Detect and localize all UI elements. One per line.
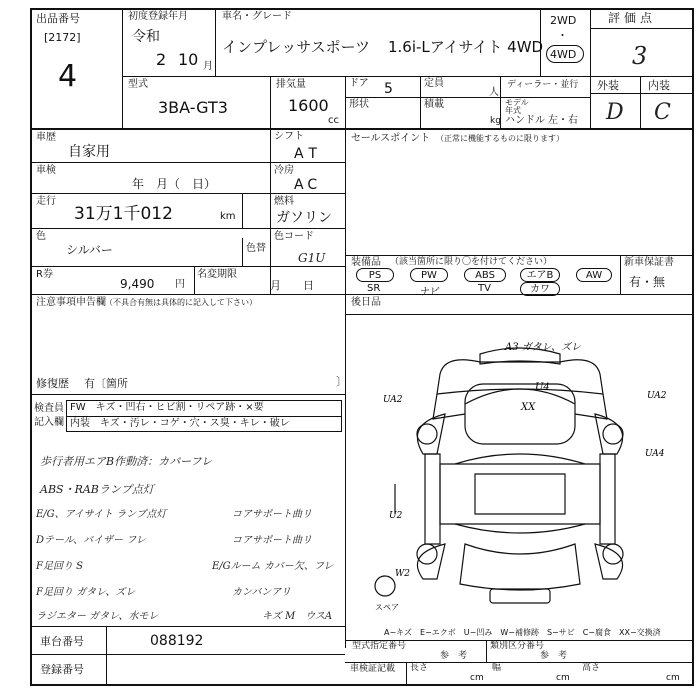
cc-unit: cc <box>328 115 339 126</box>
repair-value: 有〔箇所 <box>84 377 128 390</box>
height-label: 高さ <box>582 663 601 673</box>
fuel-label: 燃料 <box>274 196 294 207</box>
note-line-7b: キズ M ウスA <box>262 611 333 622</box>
inspector-row-2: 内装 キズ・汚レ・コゲ・穴・ス臭・キレ・破レ <box>70 418 290 429</box>
reg-year: 2 <box>156 50 167 69</box>
equip-abs: ABS <box>464 268 506 282</box>
note-line-5: F足回り S <box>36 561 83 572</box>
notes-label: 注意事項申告欄 <box>36 297 106 308</box>
inspection-value: 年 月（ 日） <box>132 177 217 191</box>
car-diagram <box>345 314 692 640</box>
equip-pw: PW <box>410 268 448 282</box>
lot-label: 出品番号 <box>36 12 80 25</box>
equip-sub: （該当箇所に限り〇を付けてください） <box>390 257 553 267</box>
doors-value: 5 <box>384 81 393 97</box>
width-label: 幅 <box>492 663 502 673</box>
equip-navi: ナビ <box>420 287 440 298</box>
lot-number: [2172] <box>44 31 81 44</box>
note-line-3: E/G、アイサイト ランプ点灯 <box>36 509 167 520</box>
drive-4wd: 4WD <box>550 48 577 61</box>
shift-value: AT <box>294 146 324 162</box>
equip-airbag: エアB <box>520 268 560 282</box>
equip-label: 装備品 <box>351 257 381 268</box>
mileage-value: 31万1千012 <box>74 204 173 224</box>
repair-label: 修復歴 <box>36 377 69 390</box>
color-label: 色 <box>36 231 46 242</box>
doors-label: ドア <box>349 78 369 89</box>
displacement-value: 1600 <box>288 96 329 115</box>
inspector-row-1: FW キズ・凹右・ヒビ割・リペア跡・×要 <box>70 402 264 413</box>
shift-label: シフト <box>274 131 304 142</box>
color-change-label: 色替 <box>246 243 266 254</box>
score-value: 3 <box>632 42 648 70</box>
warranty-value: 有・無 <box>629 275 666 289</box>
model-year-label: モデル年式 <box>505 98 529 115</box>
width-unit: cm <box>556 673 570 683</box>
color-code-label: 色コード <box>274 231 314 242</box>
title-change-value: 月 日 <box>270 279 314 292</box>
month-unit: 月 <box>203 61 213 72</box>
displacement-label: 排気量 <box>276 79 306 90</box>
note-line-7: ラジエター ガタレ、水モレ <box>36 611 159 622</box>
height-unit: cm <box>666 673 680 683</box>
ac-label: 冷房 <box>274 165 294 176</box>
fuel-value: ガソリン <box>276 210 332 226</box>
diagram-u4: U4 <box>535 382 550 393</box>
equip-aw: AW <box>576 268 612 282</box>
type-cert-ref: 参 考 <box>440 651 468 661</box>
recycle-value: 9,490 <box>120 277 155 291</box>
chassis-label: 車台番号 <box>40 635 84 648</box>
diagram-u2: U2 <box>389 511 403 521</box>
note-line-4: Dテール、バイザー フレ <box>36 535 146 546</box>
after-label: 後日品 <box>351 297 381 308</box>
shape-label: 形状 <box>349 99 369 110</box>
diagram-w2: W2 <box>395 569 410 579</box>
score-label: 評価点 <box>608 11 657 25</box>
equip-sr: SR <box>367 283 381 294</box>
sales-point-sub: （正常に機能するものに限ります） <box>436 134 564 143</box>
ac-value: AC <box>294 177 322 193</box>
title-change-label: 名変期限 <box>197 269 237 280</box>
length-label: 長さ <box>410 663 429 673</box>
model-value: 3BA-GT3 <box>158 98 228 117</box>
recycle-label: R券 <box>36 269 53 280</box>
interior-label: 内装 <box>648 79 670 92</box>
diagram-ua2-right: UA2 <box>647 391 667 401</box>
car-name: インプレッサスポーツ <box>222 38 371 56</box>
diagram-note-top: A3 ガタレ、ズレ <box>505 342 581 353</box>
drive-2wd: 2WD <box>550 14 577 27</box>
note-line-6: F足回り ガタレ、ズレ <box>36 587 136 598</box>
equip-tv: TV <box>478 283 491 294</box>
warranty-label: 新車保証書 <box>624 257 674 268</box>
recycle-unit: 円 <box>175 279 185 290</box>
exterior-grade: D <box>606 100 624 125</box>
reg-dims-label: 車検証記載 <box>350 664 396 674</box>
lot-big-number: 4 <box>58 59 78 94</box>
equip-ps: PS <box>356 268 394 282</box>
model-label: 型式 <box>128 79 148 90</box>
note-line-4b: コアサポート曲リ <box>232 535 312 546</box>
history-value: 自家用 <box>68 144 110 160</box>
capacity-unit: 人 <box>489 87 499 98</box>
inspection-label: 車検 <box>36 165 56 176</box>
mileage-unit: km <box>220 211 236 222</box>
type-cert-label: 型式指定番号 <box>352 641 407 651</box>
class-label: 類別区分番号 <box>490 641 545 651</box>
sales-point-label: セールスポイント <box>351 133 431 144</box>
first-reg-label: 初度登録年月 <box>128 11 188 22</box>
diagram-xx: XX <box>521 402 536 413</box>
dealer-label: ディーラー・並行 <box>507 80 579 90</box>
class-ref: 参 考 <box>540 651 568 661</box>
repair-close: 〕 <box>336 375 347 388</box>
exterior-label: 外装 <box>597 79 619 92</box>
note-line-2: ABS・RABランプ点灯 <box>40 483 154 496</box>
drive-dot: ・ <box>557 29 568 42</box>
length-unit: cm <box>470 673 484 683</box>
mileage-label: 走行 <box>36 196 56 207</box>
notes-sub: （不具合有無は具体的に記入して下さい） <box>105 298 257 307</box>
capacity-label: 定員 <box>424 78 444 89</box>
load-label: 積載 <box>424 99 444 110</box>
inspector-label-2: 記入欄 <box>34 417 64 428</box>
chassis-value: 088192 <box>150 633 204 649</box>
reg-month: 10 <box>178 50 199 69</box>
handle-value: 左・右 <box>548 115 578 126</box>
note-line-1: 歩行者用エアB作動済：カバーフレ <box>40 455 213 468</box>
name-grade-label: 車名・グレード <box>222 11 292 22</box>
reg-number-label: 登録番号 <box>40 663 84 676</box>
note-line-3b: コアサポート曲リ <box>232 509 312 520</box>
color-value: シルバー <box>66 243 113 257</box>
diagram-ua2-left: UA2 <box>383 395 403 405</box>
diagram-ua4-right: UA4 <box>645 449 665 459</box>
damage-legend: A−キズ E−エクボ U−凹み W−補修跡 S−サビ C−腐食 XX−交換済 <box>384 628 661 637</box>
inspector-label-1: 検査員 <box>34 403 64 414</box>
color-code-value: G1U <box>298 251 326 265</box>
equip-leather: カワ <box>520 282 560 296</box>
era: 令和 <box>132 29 160 45</box>
car-grade: 1.6i-Lアイサイト 4WD <box>388 38 544 56</box>
note-line-5b: E/Gルーム カバー欠、フレ <box>212 561 334 572</box>
handle-label: ハンドル <box>505 115 545 126</box>
load-unit: kg <box>490 116 501 126</box>
history-label: 車歴 <box>36 132 56 143</box>
spare-label: スペア <box>375 603 399 612</box>
note-line-6b: カンバンアリ <box>232 587 291 598</box>
interior-grade: C <box>654 100 671 125</box>
